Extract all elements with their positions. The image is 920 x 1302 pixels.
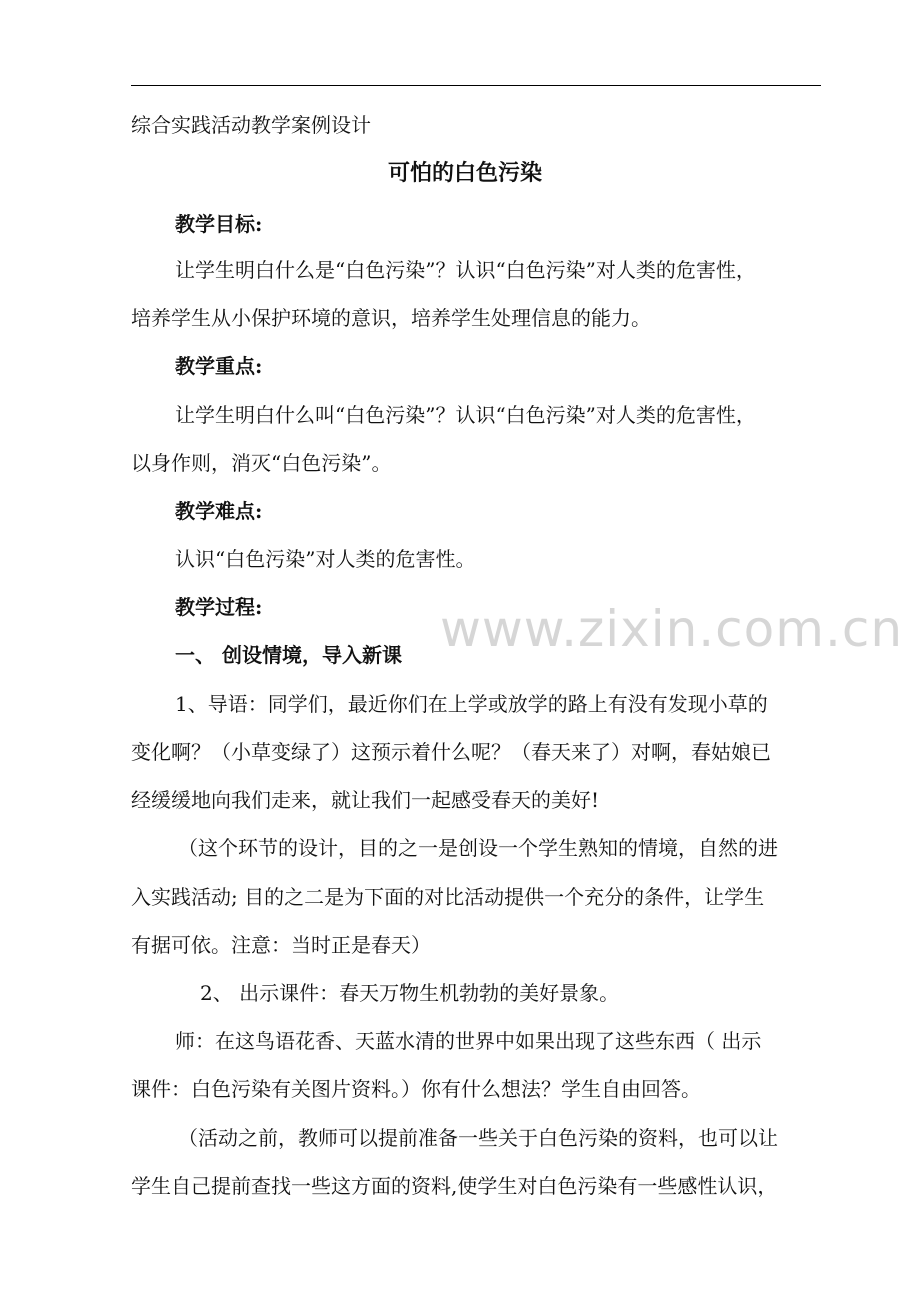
document-header: 综合实践活动教学案例设计 [131, 113, 371, 137]
watermark: www.zixin.com.cn [440, 600, 904, 658]
paragraph-2-line-2: 入实践活动; 目的之二是为下面的对比活动提供一个充分的条件，让学生 [131, 885, 765, 909]
page-title: 可怕的白色污染 [388, 160, 543, 186]
paragraph-4-line-2: 课件：白色污染有关图片资料。）你有什么想法？学生自由回答。 [131, 1077, 701, 1101]
goal-line-2: 培养学生从小保护环境的意识，培养学生处理信息的能力。 [131, 306, 651, 330]
step1-heading: 一、 创设情境，导入新课 [175, 643, 402, 667]
paragraph-5-line-1: （活动之前，教师可以提前准备一些关于白色污染的资料，也可以让 [178, 1126, 778, 1150]
paragraph-3-line-1: 2、 出示课件：春天万物生机勃勃的美好景象。 [200, 981, 620, 1005]
key-line-1: 让学生明白什么叫“白色污染”？认识“白色污染”对人类的危害性， [175, 403, 756, 427]
difficult-heading: 教学难点: [175, 499, 263, 523]
paragraph-1-line-2: 变化啊？（小草变绿了）这预示着什么呢？（春天来了）对啊，春姑娘已 [131, 740, 771, 764]
goal-heading: 教学目标: [175, 212, 263, 236]
key-line-2: 以身作则，消灭“白色污染”。 [131, 451, 392, 475]
process-heading: 教学过程: [175, 595, 263, 619]
paragraph-4-line-1: 师：在这鸟语花香、天蓝水清的世界中如果出现了这些东西（ 出示 [175, 1029, 762, 1053]
paragraph-1-line-3: 经缓缓地向我们走来，就让我们一起感受春天的美好! [131, 788, 600, 812]
paragraph-2-line-3: 有据可依。注意：当时正是春天） [131, 933, 431, 957]
paragraph-2-line-1: （这个环节的设计，目的之一是创设一个学生熟知的情境，自然的进 [178, 836, 778, 860]
goal-line-1: 让学生明白什么是“白色污染”？认识“白色污染”对人类的危害性， [175, 258, 756, 282]
header-rule [131, 85, 821, 86]
key-heading: 教学重点: [175, 354, 263, 378]
difficult-line-1: 认识“白色污染”对人类的危害性。 [175, 547, 476, 571]
paragraph-1-line-1: 1、导语：同学们，最近你们在上学或放学的路上有没有发现小草的 [175, 692, 768, 716]
paragraph-5-line-2: 学生自己提前查找一些这方面的资料,使学生对白色污染有一些感性认识， [131, 1174, 778, 1198]
